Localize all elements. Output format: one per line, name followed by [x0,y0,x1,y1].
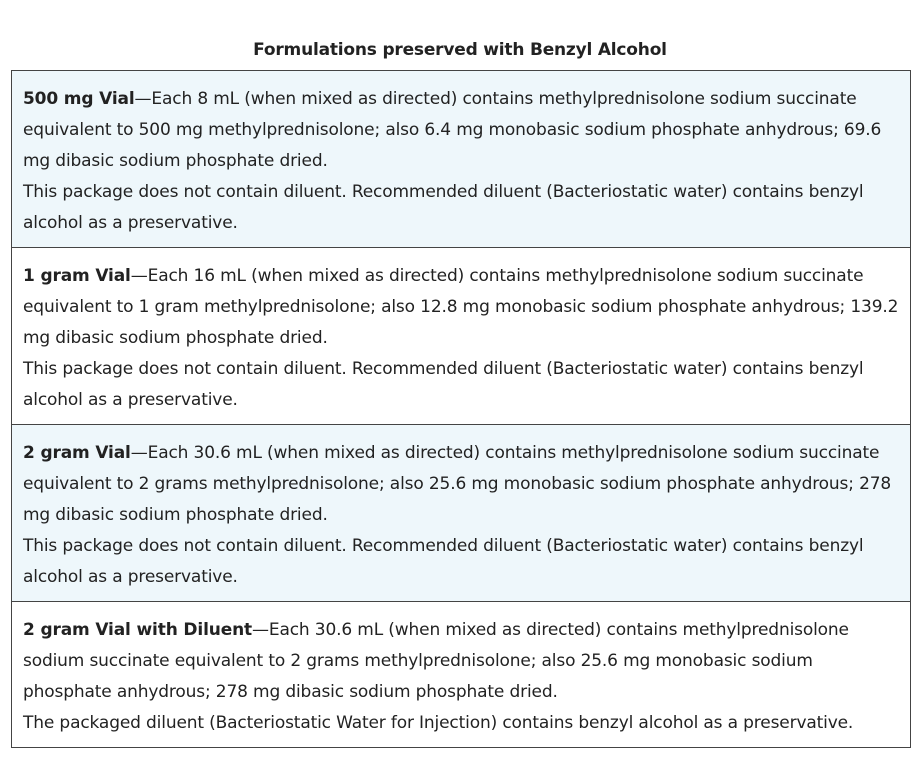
table-cell [12,425,911,602]
formulation-description [23,84,900,177]
table-row-500mg-vial [12,71,911,248]
diluent-note: This package does not contain diluent. Recommended diluent (Bacteriostatic water) contains benzyl alcohol as a preservative. [23,182,864,233]
table-cell [12,248,911,425]
vial-name: 1 gram Vial [23,266,131,286]
formulation-description [23,615,900,708]
formulation-description [23,438,900,531]
table-cell [12,71,911,248]
diluent-note: The packaged diluent (Bacteriostatic Water for Injection) contains benzyl alcohol as a preservative. [23,713,854,733]
table-row-2g-vial [12,425,911,602]
vial-name: 2 gram Vial with Diluent [23,620,253,640]
formulation-description [23,261,900,354]
vial-name: 2 gram Vial [23,443,131,463]
vial-description: —Each 30.6 mL (when mixed as directed) contains methylprednisolone sodium succinate equivalent to 2 grams methylprednisolone; also 25.6 mg monobasic sodium phosphate anhydrous; 278 mg dibasic sodium phosphate dried. [23,443,892,525]
diluent-note: This package does not contain diluent. Recommended diluent (Bacteriostatic water) contains benzyl alcohol as a preservative. [23,536,864,587]
table-cell [12,602,911,748]
table-caption: Formulations preserved with Benzyl Alcohol [253,40,667,60]
vial-name: 500 mg Vial [23,89,135,109]
table-row-2g-vial-with-diluent [12,602,911,748]
vial-description: —Each 8 mL (when mixed as directed) contains methylprednisolone sodium succinate equivalent to 500 mg methylprednisolone; also 6.4 mg monobasic sodium phosphate anhydrous; 69.6 mg dibasic sodium phosphate dried. [23,89,882,171]
vial-description: —Each 30.6 mL (when mixed as directed) contains methylprednisolone sodium succinate equivalent to 2 grams methylprednisolone; also 25.6 mg monobasic sodium phosphate anhydrous; 278 mg dibasic sodium phosphate dried. [23,620,849,702]
table-row-1g-vial [12,248,911,425]
formulations-table [11,70,911,748]
diluent-note: This package does not contain diluent. Recommended diluent (Bacteriostatic water) contains benzyl alcohol as a preservative. [23,359,864,410]
vial-description: —Each 16 mL (when mixed as directed) contains methylprednisolone sodium succinate equivalent to 1 gram methylprednisolone; also 12.8 mg monobasic sodium phosphate anhydrous; 139.2 mg dibasic sodium phosphate dried. [23,266,899,348]
